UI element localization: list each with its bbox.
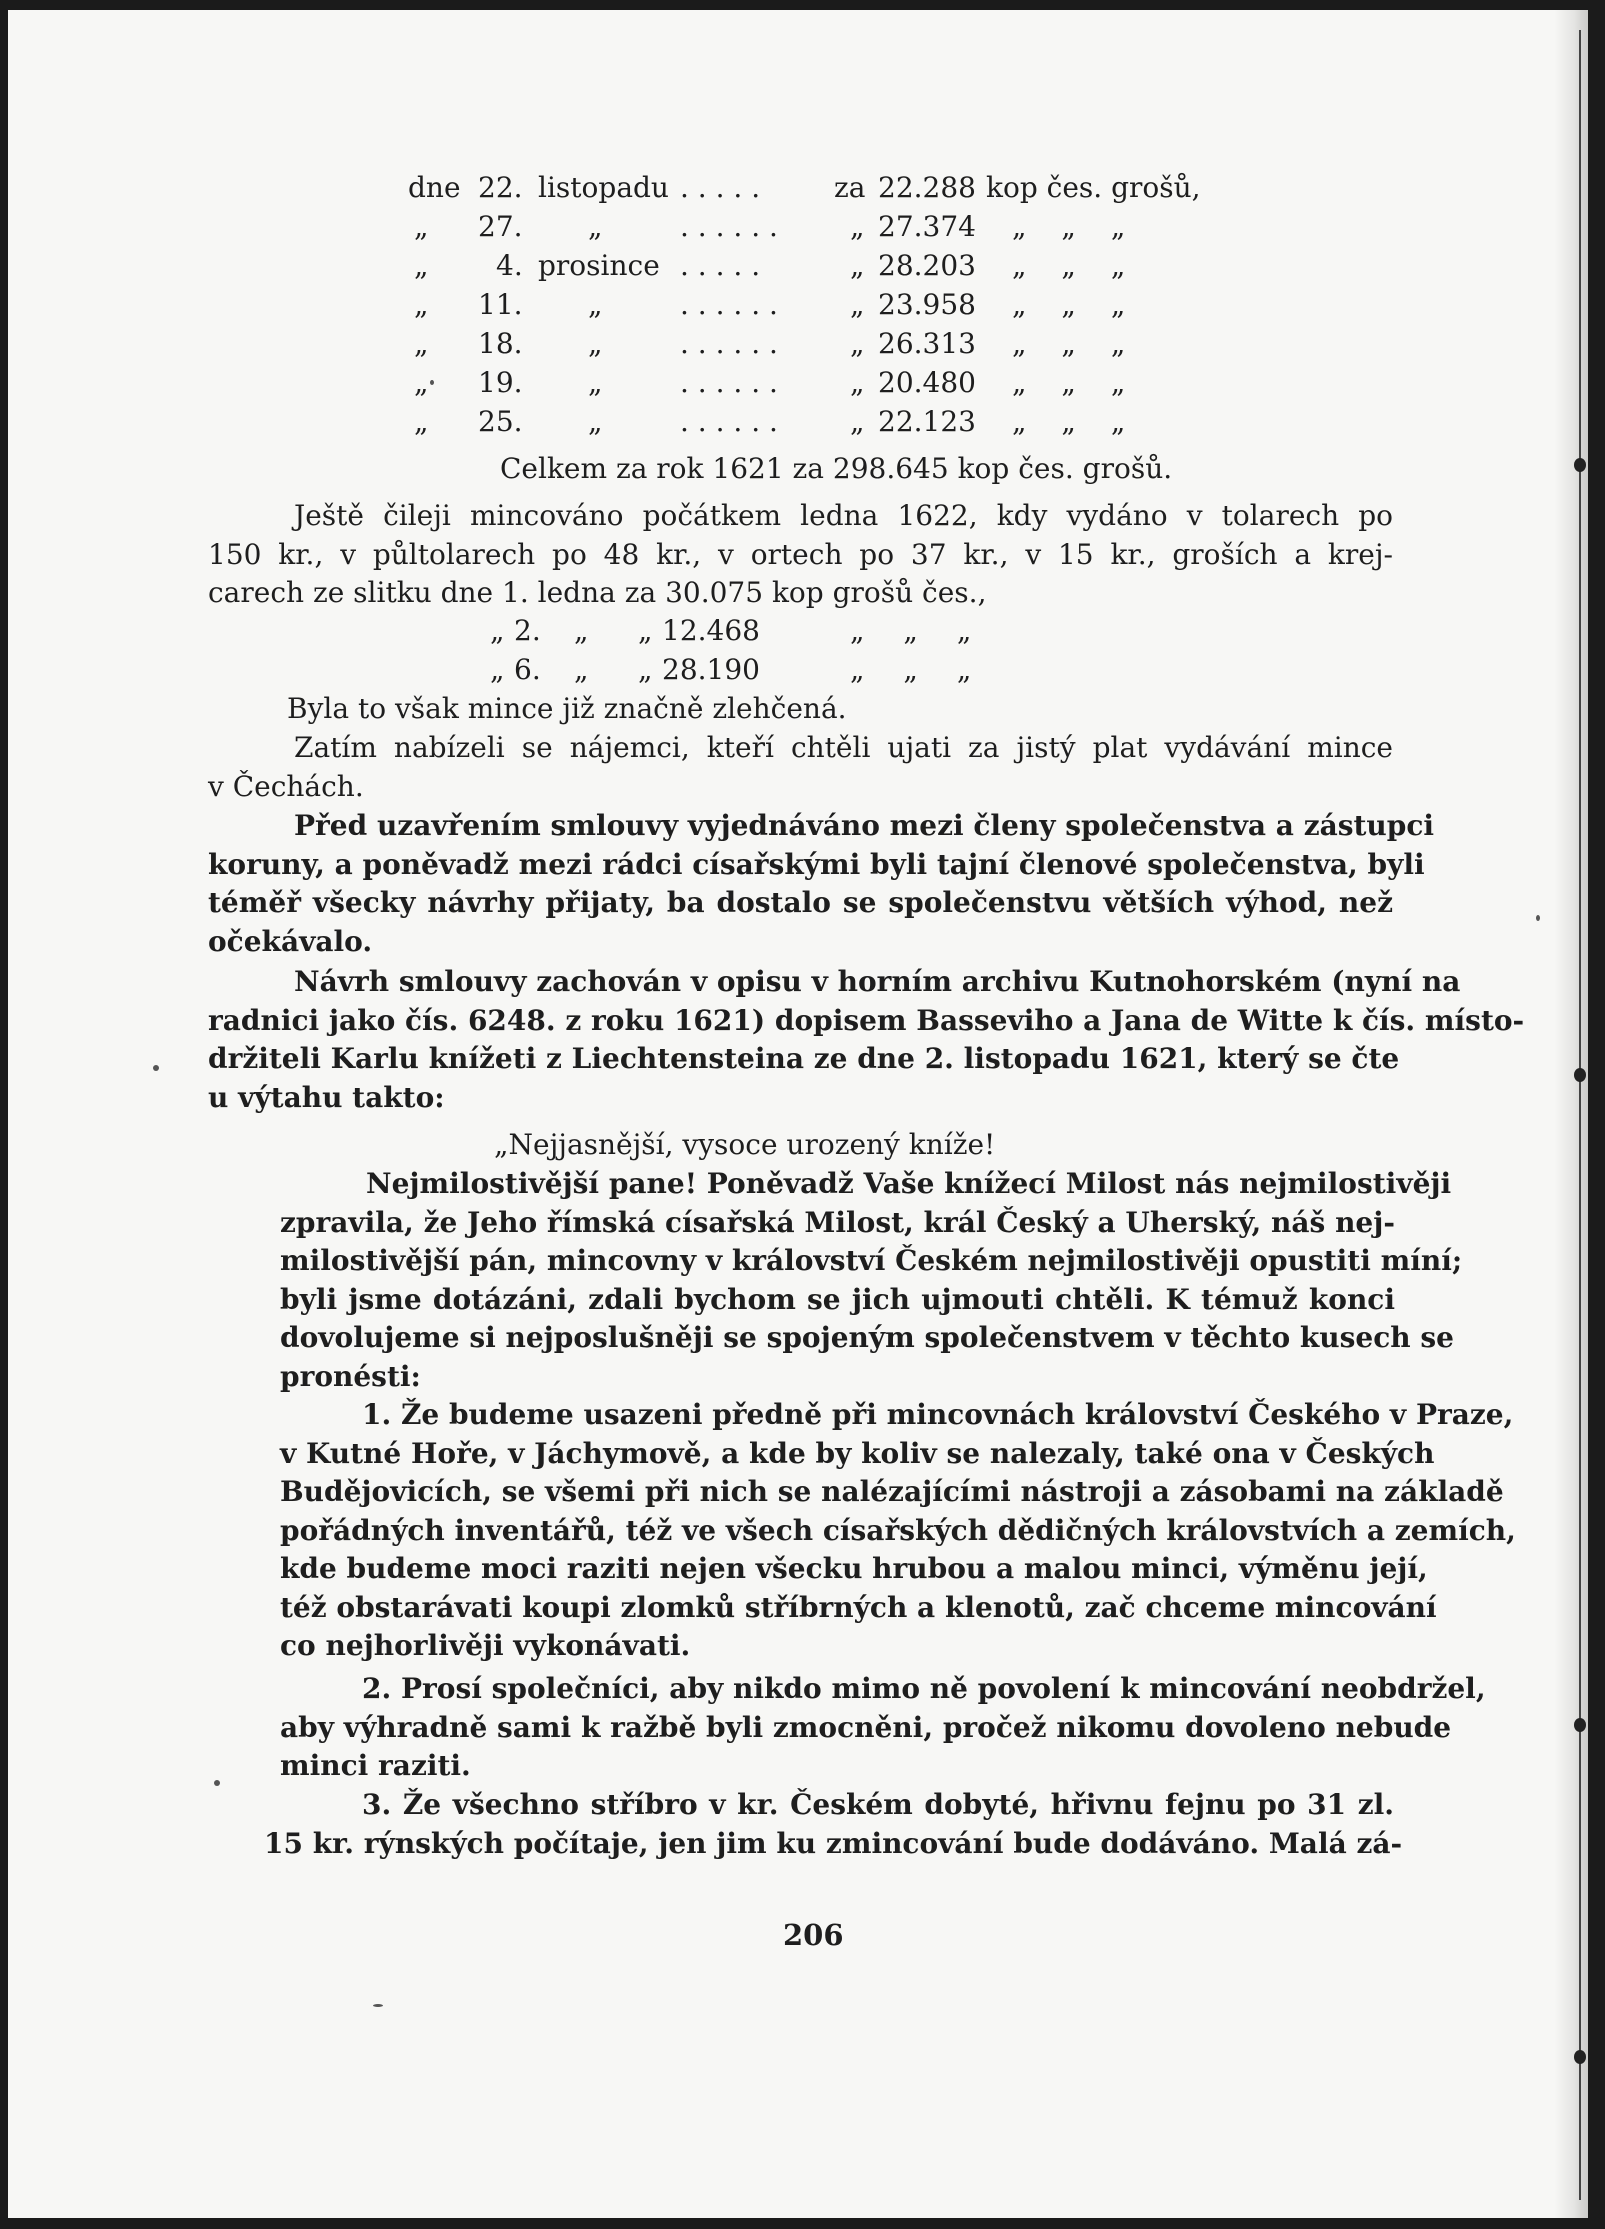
table-cell-month: „: [588, 288, 603, 321]
text-line: 15 kr. rýnských počítaje, jen jim ku zmincování bude dodáváno. Malá zá-: [264, 1826, 1403, 1860]
table-cell-month: „: [588, 366, 603, 399]
table-cell-prefix: „: [414, 405, 429, 438]
text-line: též obstarávati koupi zlomků stříbrných a klenotů, zač chceme mincování: [280, 1590, 1437, 1624]
page-number: 206: [783, 1918, 844, 1952]
text-line: co nejhorlivěji vykonávati.: [280, 1629, 691, 1662]
table-cell-unit: „ „ „: [1012, 405, 1126, 438]
table-cell-amount: 27.374: [878, 210, 976, 243]
sub-table-cell-unit: „ „ „: [850, 614, 972, 647]
text-line: 2. Prosí společníci, aby nikdo mimo ně povolení k mincování neobdržel,: [362, 1672, 1486, 1705]
table-cell-month: „: [588, 405, 603, 438]
text-line: Nejmilostivější pane! Poněvadž Vaše knížecí Milost nás nejmilostivěji: [366, 1167, 1452, 1200]
table-cell-dots: . . . . .: [680, 249, 761, 282]
table-cell-prefix: dne: [408, 171, 461, 204]
table-cell-prefix: „: [414, 366, 429, 399]
table-cell-za: „: [850, 210, 865, 243]
sub-table-cell-m1: „: [574, 653, 589, 686]
table-cell-za: „: [850, 366, 865, 399]
sub-table-cell-day: 6.: [514, 653, 541, 686]
book-page: [8, 10, 1588, 2218]
sub-table-cell-unit: „ „ „: [850, 653, 972, 686]
table-cell-amount: 22.123: [878, 405, 976, 438]
table-cell-unit: „ „ „: [1012, 249, 1126, 282]
sub-table-cell-prefix: „: [490, 614, 505, 647]
table-cell-day: 4.: [496, 249, 523, 282]
table-cell-prefix: „: [414, 210, 429, 243]
table-cell-day: 18.: [478, 327, 523, 360]
page-text: [8, 10, 1588, 2218]
table-cell-day: 22.: [478, 171, 523, 204]
sub-table-cell-m2: „: [638, 653, 653, 686]
table-cell-month: listopadu: [538, 171, 669, 204]
text-line: kde budeme moci raziti nejen všecku hrubou a malou minci, výměnu její,: [280, 1552, 1428, 1585]
table-cell-unit: kop čes. grošů,: [986, 171, 1201, 204]
table-cell-unit: „ „ „: [1012, 327, 1126, 360]
text-line: v Kutné Hoře, v Jáchymově, a kde by koliv se nalezaly, také ona v Českých: [280, 1436, 1435, 1470]
table-cell-dots: . . . . .: [680, 171, 761, 204]
table-cell-dots: . . . . . .: [680, 288, 778, 321]
text-line: pořádných inventářů, též ve všech císařských dědičných královstvích a zemích,: [280, 1513, 1516, 1547]
text-line: očekávalo.: [208, 924, 373, 958]
text-line: Návrh smlouvy zachován v opisu v horním archivu Kutnohorském (nyní na: [294, 965, 1461, 998]
text-line: zpravila, že Jeho římská císařská Milost, král Český a Uherský, náš nej-: [280, 1205, 1395, 1239]
table-cell-dots: . . . . . .: [680, 210, 778, 243]
table-cell-unit: „ „ „: [1012, 366, 1126, 399]
sub-table-cell-prefix: „: [490, 653, 505, 686]
text-line: téměř všecky návrhy přijaty, ba dostalo se společenstvu větších výhod, než: [208, 886, 1393, 919]
text-line: 1. Že budeme usazeni předně při mincovnách království Českého v Praze,: [362, 1398, 1514, 1431]
text-line: držiteli Karlu knížeti z Liechtensteina ze dne 2. listopadu 1621, který se čte: [208, 1042, 1400, 1075]
table-cell-za: „: [850, 327, 865, 360]
text-line: 150 kr., v půltolarech po 48 kr., v ortech po 37 kr., v 15 kr., groších a krej-: [208, 537, 1393, 571]
table-cell-amount: 23.958: [878, 288, 976, 321]
text-line: Ještě čileji mincováno počátkem ledna 1622, kdy vydáno v tolarech po: [294, 499, 1393, 532]
table-cell-amount: 20.480: [878, 366, 976, 399]
text-line: minci raziti.: [280, 1749, 471, 1782]
table-cell-unit: „ „ „: [1012, 288, 1126, 321]
table-cell-amount: 22.288: [878, 171, 976, 204]
text-line: Zatím nabízeli se nájemci, kteří chtěli ujati za jistý plat vydávání mince: [294, 731, 1393, 764]
sub-table-cell-amount: 12.468: [662, 614, 760, 647]
sub-table-cell-day: 2.: [514, 614, 541, 647]
table-cell-prefix: „: [414, 249, 429, 282]
table-cell-dots: . . . . . .: [680, 405, 778, 438]
table-cell-za: za: [834, 171, 866, 204]
table-cell-month: prosince: [538, 249, 660, 282]
table-cell-unit: „ „ „: [1012, 210, 1126, 243]
sub-table-cell-m2: „: [638, 614, 653, 647]
table-cell-prefix: „: [414, 327, 429, 360]
table-cell-day: 25.: [478, 405, 523, 438]
table-cell-za: „: [850, 288, 865, 321]
salutation: „Nejjasnější, vysoce urozený kníže!: [494, 1128, 996, 1161]
table-cell-dots: . . . . . .: [680, 366, 778, 399]
text-line: dovolujeme si nejposlušněji se spojeným společenstvem v těchto kusech se: [280, 1321, 1454, 1354]
text-line: Před uzavřením smlouvy vyjednáváno mezi členy společenstva a zástupci: [294, 809, 1435, 842]
table-cell-prefix: „: [414, 288, 429, 321]
text-line: koruny, a poněvadž mezi rádci císařskými byli tajní členové společenstva, byli: [208, 847, 1425, 881]
text-line: 3. Že všechno stříbro v kr. Českém dobyté, hřivnu fejnu po 31 zl.: [362, 1788, 1394, 1821]
table-cell-amount: 28.203: [878, 249, 976, 282]
sub-table-cell-amount: 28.190: [662, 653, 760, 686]
text-line: radnici jako čís. 6248. z roku 1621) dopisem Basseviho a Jana de Witte k čís. místo-: [208, 1003, 1525, 1037]
text-line: pronésti:: [280, 1359, 421, 1393]
table-cell-amount: 26.313: [878, 327, 976, 360]
text-line: v Čechách.: [208, 769, 364, 803]
table-cell-day: 27.: [478, 210, 523, 243]
text-line: byli jsme dotázáni, zdali bychom se jich ujmouti chtěli. K témuž konci: [280, 1282, 1395, 1316]
total-line: Celkem za rok 1621 za 298.645 kop čes. grošů.: [500, 452, 1173, 485]
text-line: Budějovicích, se všemi při nich se nalézajícími nástroji a zásobami na základě: [280, 1475, 1504, 1508]
table-cell-za: „: [850, 405, 865, 438]
text-line: milostivější pán, mincovny v království Českém nejmilostivěji opustiti míní;: [280, 1244, 1463, 1277]
table-cell-day: 19.: [478, 366, 523, 399]
sub-table-cell-m1: „: [574, 614, 589, 647]
text-line: Byla to však mince již značně zlehčená.: [287, 692, 847, 725]
table-cell-month: „: [588, 327, 603, 360]
text-line: carech ze slitku dne 1. ledna za 30.075 kop grošů čes.,: [208, 576, 987, 609]
table-cell-dots: . . . . . .: [680, 327, 778, 360]
text-line: aby výhradně sami k ražbě byli zmocněni, pročež nikomu dovoleno nebude: [280, 1710, 1452, 1744]
table-cell-day: 11.: [478, 288, 523, 321]
table-cell-month: „: [588, 210, 603, 243]
text-line: u výtahu takto:: [208, 1080, 445, 1114]
table-cell-za: „: [850, 249, 865, 282]
